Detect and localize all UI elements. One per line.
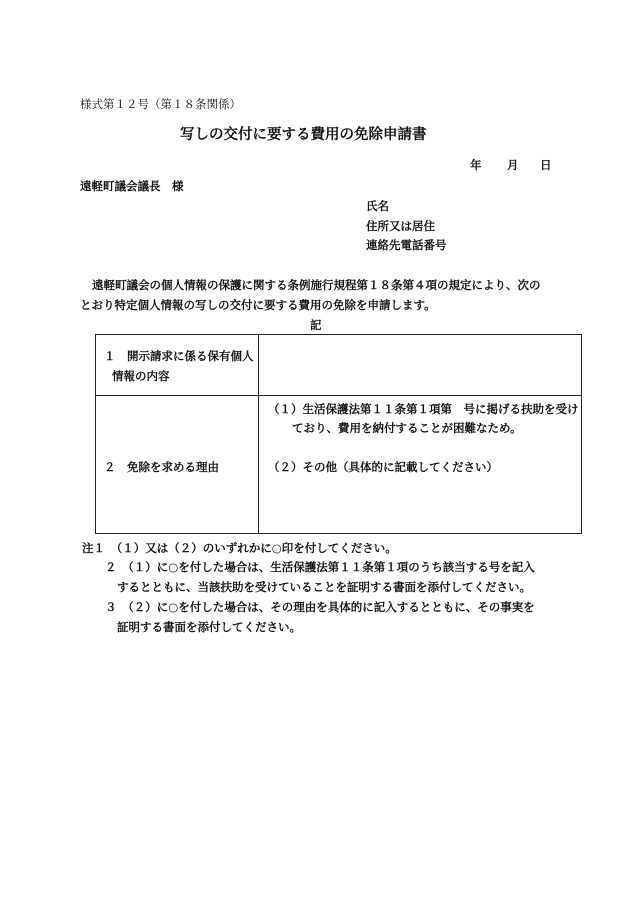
note-2-line2: するとともに、当該扶助を受けていることを証明する書面を添付してください。 xyxy=(117,580,531,594)
table-column-divider xyxy=(258,334,259,534)
body-text-line1: 遠軽町議会の個人情報の保護に関する条例施行規程第１８条第４項の規定により、次の xyxy=(92,278,541,292)
note-2-line1: ２ （１）に○を付した場合は、生活保護法第１１条第１項のうち該当する号を記入 xyxy=(105,560,535,574)
date-day: 日 xyxy=(540,158,552,172)
row1-label-line2: 情報の内容 xyxy=(112,369,170,383)
ki-heading: 記 xyxy=(310,318,322,332)
addressee: 遠軽町議会議長 様 xyxy=(80,179,184,193)
row2-label: ２ 免除を求める理由 xyxy=(104,460,219,474)
reason-option1-line2: ており、費用を納付することが困難なため。 xyxy=(292,421,522,435)
form-number: 様式第１２号（第１８条関係） xyxy=(80,97,241,111)
page-title: 写しの交付に要する費用の免除申請書 xyxy=(180,127,427,143)
applicant-name-label: 氏名 xyxy=(366,199,389,213)
table-row-divider xyxy=(95,395,582,396)
date-month: 月 xyxy=(507,158,519,172)
applicant-phone-label: 連絡先電話番号 xyxy=(366,238,447,252)
note-1: 注１ （１）又は（２）のいずれかに○印を付してください。 xyxy=(82,541,397,555)
note-3-line1: ３ （２）に○を付した場合は、その理由を具体的に記入するとともに、その事実を xyxy=(105,600,535,614)
body-text-line2: とおり特定個人情報の写しの交付に要する費用の免除を申請します。 xyxy=(80,298,436,312)
applicant-address-label: 住所又は居住 xyxy=(366,219,435,233)
note-3-line2: 証明する書面を添付してください。 xyxy=(117,620,301,634)
date-year: 年 xyxy=(470,158,482,172)
row1-label-line1: １ 開示請求に係る保有個人 xyxy=(104,349,254,363)
reason-option1-line1: （１）生活保護法第１１条第１項第 号に掲げる扶助を受け xyxy=(268,402,579,416)
reason-option2: （２）その他（具体的に記載してください） xyxy=(268,460,498,474)
